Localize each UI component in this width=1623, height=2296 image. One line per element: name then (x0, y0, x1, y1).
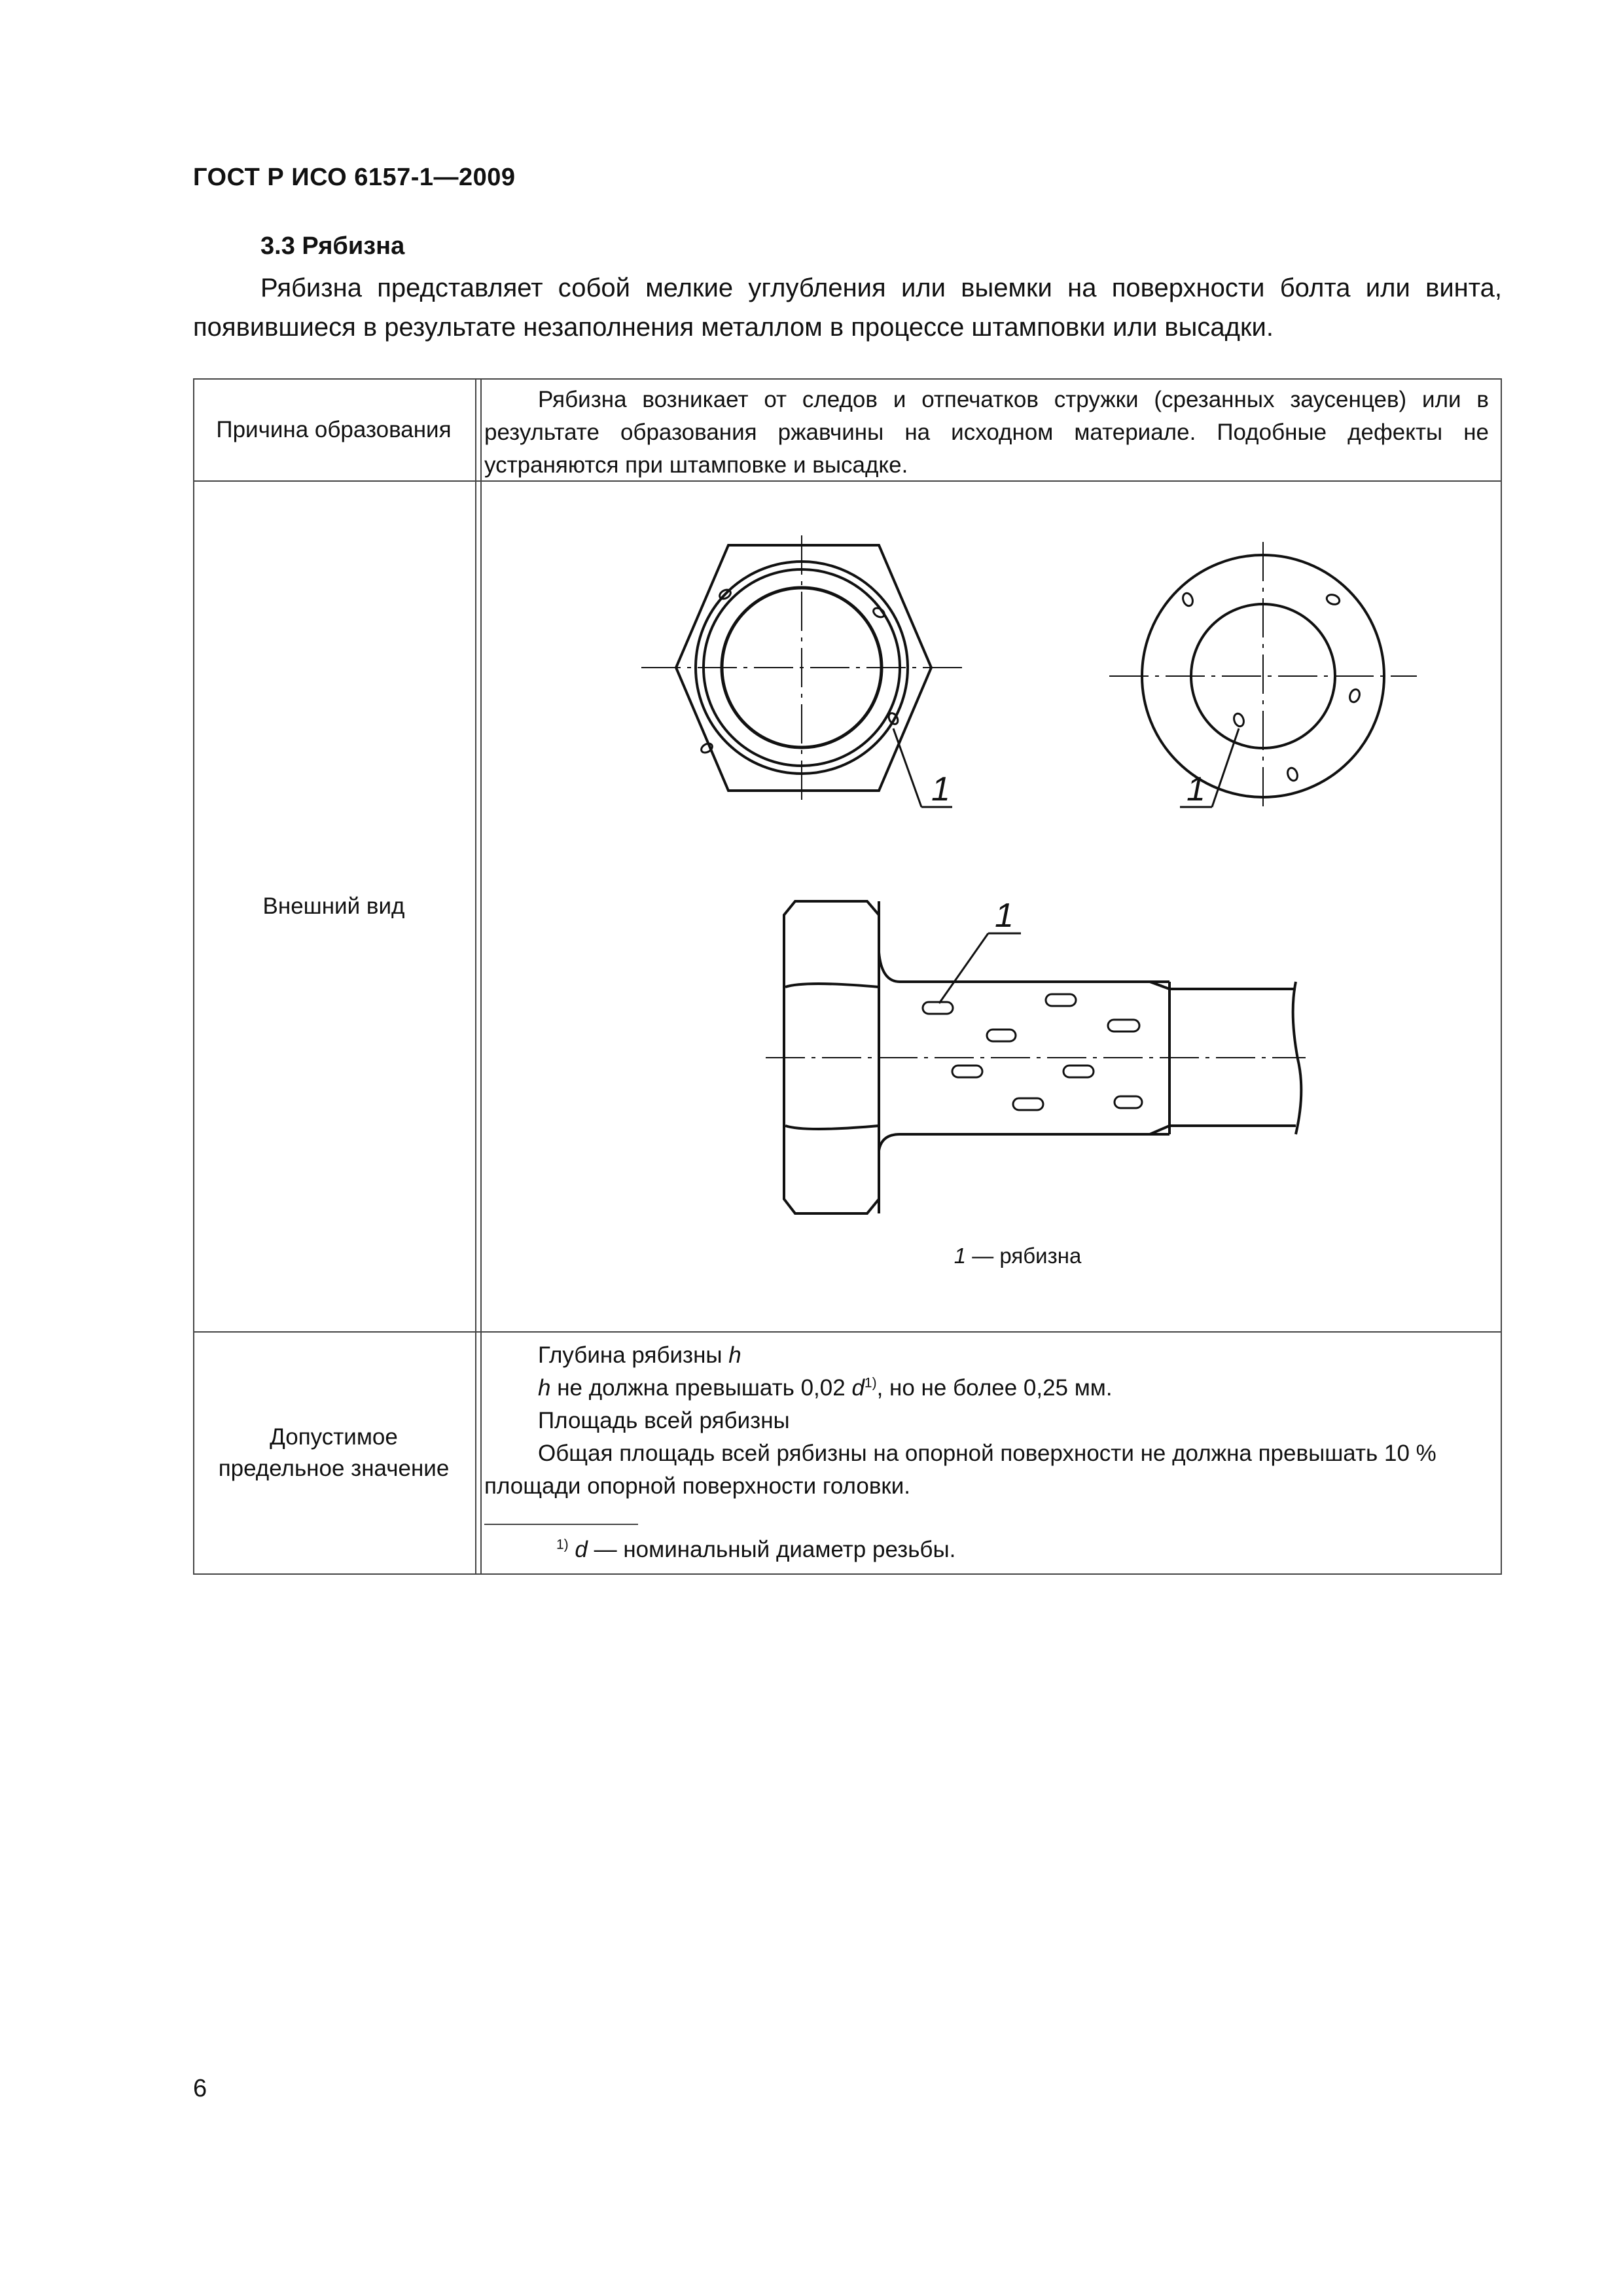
footnote-mark: 1) (556, 1537, 569, 1552)
footnote (556, 1537, 955, 1563)
footnote-ref: 1) (864, 1375, 877, 1391)
cause-paragraph: Рябизна возникает от следов и отпечатков стружки (срезанных заусенцев) или в результате образования ржавчины на исходном материале. Подобные дефекты не устраняются при штамповке и высадке. (484, 387, 1489, 478)
diameter-variable: d (851, 1375, 865, 1401)
document-standard-title: ГОСТ Р ИСО 6157-1—2009 (193, 164, 516, 191)
depth-limit (484, 1372, 1489, 1405)
section-intro-text: Рябизна представляет собой мелкие углубления или выемки на поверхности болта или винта, появившиеся в результате незаполнения металлом в процессе штамповки или высадки. (193, 274, 1502, 342)
figure-key-number: 1 (954, 1244, 967, 1268)
row-limit-label (193, 1332, 474, 1574)
callout-hex: 1 (931, 770, 950, 808)
area-limit: Общая площадь всей рябизны на опорной поверхности не должна превышать 10 % площади опорной поверхности головки. (484, 1441, 1436, 1499)
row-limit-label-line2: предельное значение (218, 1456, 450, 1481)
row-appearance-label: Внешний вид (262, 893, 405, 919)
depth-limit-text-b: , но не более 0,25 мм. (876, 1375, 1113, 1401)
callout-side: 1 (995, 897, 1014, 935)
footnote-variable: d (575, 1537, 588, 1562)
depth-variable: h (728, 1342, 741, 1368)
section-intro (193, 268, 1502, 347)
row-limit-text (484, 1339, 1489, 1503)
depth-heading (484, 1339, 1489, 1372)
pits (700, 588, 1361, 1110)
page-number: 6 (193, 2075, 207, 2102)
callout-round: 1 (1186, 770, 1205, 808)
row-limit-label-line1: Допустимое (270, 1424, 398, 1450)
depth-limit-variable: h (538, 1375, 551, 1401)
area-heading: Площадь всей рябизны (538, 1408, 790, 1433)
figure-key (821, 1244, 1214, 1268)
defect-table (193, 378, 1502, 1575)
depth-heading-text: Глубина рябизны (538, 1342, 729, 1368)
figure-key-text: — рябизна (972, 1244, 1082, 1268)
footnote-text: — номинальный диаметр резьбы. (587, 1537, 956, 1562)
footnote-separator (484, 1524, 638, 1525)
depth-limit-text-a: не должна превышать 0,02 (550, 1375, 852, 1401)
section-heading: 3.3 Рябизна (260, 232, 405, 260)
row-cause-label: Причина образования (216, 416, 452, 442)
